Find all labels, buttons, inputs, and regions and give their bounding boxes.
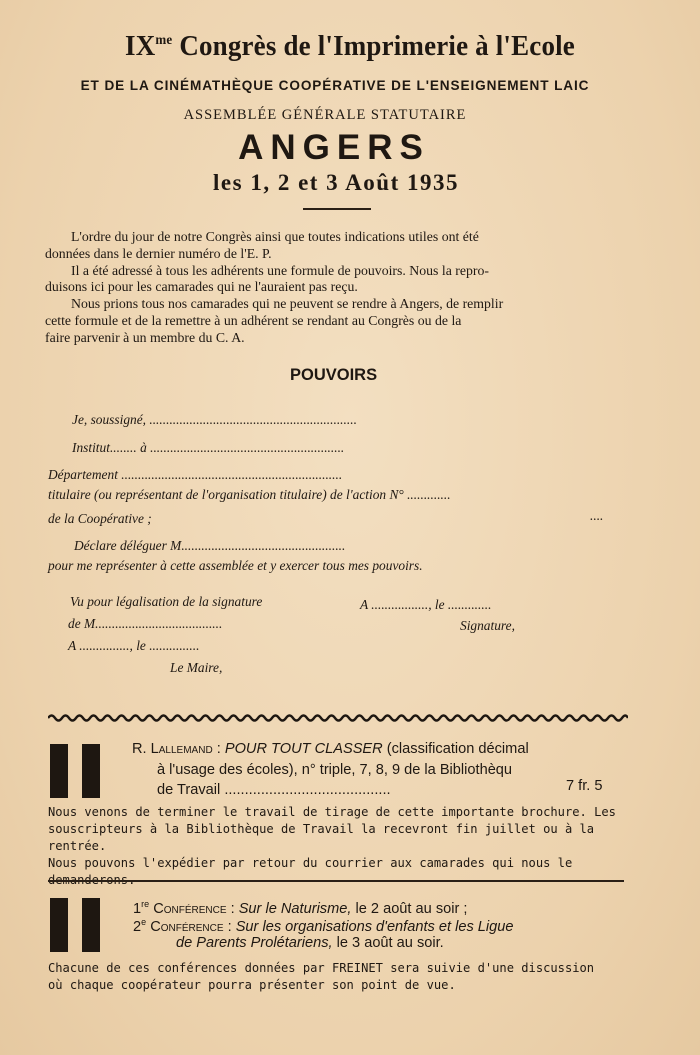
intro-line: Il a été adressé à tous les adhérents une formule de pouvoirs. Nous la repro- <box>71 262 489 278</box>
intro-line: duisons ici pour les camarades qui ne l'auraient pas reçu. <box>45 279 358 295</box>
form-a-le: A ..............., le ............... <box>68 638 200 653</box>
form-cooperative: de la Coopérative ; <box>48 511 152 526</box>
form-de-m: de M...................................... <box>68 616 223 631</box>
ad1-line3: de Travail ......................................... <box>157 782 391 798</box>
congress-title: $IX^{me}$ Congrès de l'Imprimerie à l'Ecole <box>125 30 575 62</box>
form-declare: Déclare déléguer M................................................. <box>74 538 346 553</box>
conference-2-cont: de Parents Prolétariens, le 3 août au soir. <box>176 935 444 951</box>
form-a-right: A ................., le ............. <box>360 597 492 612</box>
form-maire: Le Maire, <box>170 660 223 675</box>
ad1-bars-ornament <box>50 744 102 798</box>
form-legalisation: Vu pour légalisation de la signature <box>70 594 263 609</box>
conference-2: 2e Conférence : Sur les organisations d'enfants et les Ligue <box>133 917 514 935</box>
ad1-price: 7 fr. 5 <box>566 778 603 794</box>
intro-line: Nous prions tous nos camarades qui ne peuvent se rendre à Angers, de remplir <box>71 296 504 312</box>
dates-heading: les 1, 2 et 3 Août 1935 <box>213 170 459 195</box>
ad2-body-line: Chacune de ces conférences données par FREINET sera suivie d'une discussion <box>48 961 595 975</box>
ad2-body <box>48 960 628 994</box>
form-representer: pour me représenter à cette assemblée et y exercer tous mes pouvoirs. <box>48 558 423 573</box>
intro-paragraphs <box>45 229 625 347</box>
ad1-title: POUR TOUT CLASSER <box>224 741 383 757</box>
form-institut: Institut........ à .......................................................... <box>72 440 345 455</box>
ad1-body <box>48 804 628 889</box>
ad1-author: R. Lallemand <box>132 741 213 757</box>
ad1-body-line: Nous pouvons l'expédier par retour du courrier aux camarades qui nous le <box>48 856 573 870</box>
form-cooperative-dots: .... <box>590 508 604 523</box>
title-divider <box>303 208 371 210</box>
congress-subtitle: ET DE LA CINÉMATHÈQUE COOPÉRATIVE DE L'ENSEIGNEMENT LAIC <box>80 78 590 93</box>
form-titulaire: titulaire (ou représentant de l'organisation titulaire) de l'action N° ............. <box>48 487 451 502</box>
intro-line: cette formule et de la remettre à un adhérent se rendant au Congrès ou de la <box>45 312 462 328</box>
form-soussigne: Je, soussigné, .............................................................. <box>72 412 357 427</box>
ad1-body-line: Nous venons de terminer le travail de tirage de cette importante brochure. Les <box>48 805 616 819</box>
form-departement: Département .................................................................. <box>48 467 343 482</box>
conference-1: 1re Conférence : Sur le Naturisme, le 2 août au soir ; <box>133 899 468 917</box>
pouvoirs-heading: POUVOIRS <box>290 366 378 384</box>
assembly-line: ASSEMBLÉE GÉNÉRALE STATUTAIRE <box>183 107 467 123</box>
ad1-body-line: souscripteurs à la Bibliothèque de Travail la recevront fin juillet ou à la rentrée. <box>48 822 595 853</box>
ad1-line2: à l'usage des écoles), n° triple, 7, 8, 9 de la Bibliothèqu <box>157 762 513 778</box>
ad2-bars-ornament <box>50 898 102 952</box>
wavy-divider <box>48 712 628 724</box>
section-divider <box>48 880 624 882</box>
intro-line: faire parvenir à un membre du C. A. <box>45 329 245 345</box>
conference-1-title: Sur le Naturisme, <box>238 900 352 917</box>
ad1-line1: R. Lallemand : POUR TOUT CLASSER (classification décimal <box>132 741 529 757</box>
form-signature: Signature, <box>460 618 515 633</box>
ad2-body-line: où chaque coopérateur pourra présenter son point de vue. <box>48 978 456 992</box>
intro-line: L'ordre du jour de notre Congrès ainsi que toutes indications utiles ont été <box>71 229 479 244</box>
intro-line: données dans le dernier numéro de l'E. P. <box>45 245 272 261</box>
conference-2-title: Sur les organisations d'enfants et les Ligue <box>235 918 514 935</box>
city-heading: ANGERS <box>238 128 430 167</box>
